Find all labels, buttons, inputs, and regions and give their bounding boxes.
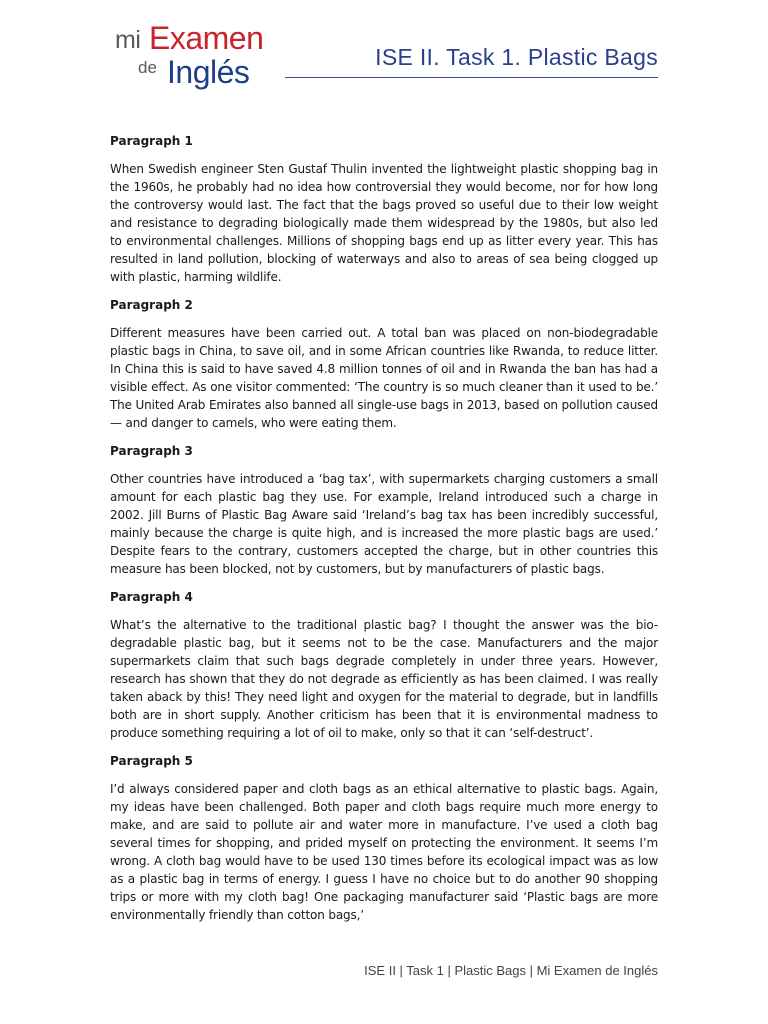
paragraph-text: Different measures have been carried out. A total ban was placed on non-biodegradable plastic bags in China, to save oil, and in some African countries like Rwanda, to reduce litter. In China this is said to have saved 4.8 million tonnes of oil and in Rwanda the ban has had a visible effect. As one visitor commented: ‘The country is so much cleaner than it used to be.’ The United Arab Emirates also banned all single-use bags in 2013, based on pollution caused — and danger to camels, who were eating them.: [110, 326, 658, 430]
page-footer: ISE II | Task 1 | Plastic Bags | Mi Examen de Inglés: [364, 963, 658, 978]
paragraph-heading: Paragraph 5: [110, 754, 193, 768]
paragraph-section-5: [110, 754, 658, 924]
logo-mi: mi: [115, 26, 141, 54]
paragraph-text: When Swedish engineer Sten Gustaf Thulin invented the lightweight plastic shopping bag in the 1960s, he probably had no idea how controversial they would become, nor for how long the controversy would last. The fact that the bags proved so useful due to their low weight and resistance to degrading biologically made them widespread by the 1980s, but also led to environmental challenges. Millions of shopping bags end up as litter every year. This has resulted in land pollution, blocking of waterways and also to areas of sea being clogged up with plastic, harming wildlife.: [110, 162, 658, 284]
site-logo: [115, 22, 285, 88]
paragraph-heading: Paragraph 2: [110, 298, 193, 312]
paragraph-section-4: [110, 590, 658, 742]
paragraph-text: Other countries have introduced a ‘bag tax’, with supermarkets charging customers a small amount for each plastic bag they use. For example, Ireland introduced such a charge in 2002. Jill Burns of Plastic Bag Aware said ‘Ireland’s bag tax has been incredibly successful, mainly because the charge is quite high, and is increased the more plastic bags are used.’ Despite fears to the contrary, customers accepted the charge, but in other countries this measure has been blocked, not by customers, but by manufacturers of plastic bags.: [110, 472, 658, 576]
document-body: [110, 134, 658, 936]
paragraph-text: I’d always considered paper and cloth bags as an ethical alternative to plastic bags. Again, my ideas have been challenged. Both paper and cloth bags require much more energy to make, and are said to pollute air and water more in manufacture. I’ve used a cloth bag several times for shopping, and prided myself on protecting the environment. It seems I’m wrong. A cloth bag would have to be used 130 times before its ecological impact was as low as a plastic bag in terms of energy. I guess I have no choice but to do another 90 shopping trips or more with my cloth bag! One packaging manufacturer said ‘Plastic bags are more environmentally friendly than cotton bags,’: [110, 782, 658, 922]
paragraph-heading: Paragraph 3: [110, 444, 193, 458]
logo-examen: Examen: [149, 20, 264, 56]
paragraph-section-2: [110, 298, 658, 432]
paragraph-heading: Paragraph 4: [110, 590, 193, 604]
header-divider: [285, 77, 658, 78]
logo-ingles: Inglés: [167, 54, 250, 90]
page-title: ISE II. Task 1. Plastic Bags: [375, 44, 658, 70]
paragraph-section-3: [110, 444, 658, 578]
paragraph-section-1: [110, 134, 658, 286]
logo-de: de: [138, 58, 157, 77]
paragraph-heading: Paragraph 1: [110, 134, 193, 148]
paragraph-text: What’s the alternative to the traditional plastic bag? I thought the answer was the bio-degradable plastic bag, but it seems not to be the case. Manufacturers and the major supermarkets claim that such bags degrade completely in under three years. However, research has shown that they do not degrade as efficiently as has been claimed. I was really taken aback by this! They need light and oxygen for the material to degrade, but in landfills both are in short supply. Another criticism has been that it is environmental madness to produce something requiring a lot of oil to make, only so that it can ‘self-destruct’.: [110, 618, 658, 740]
